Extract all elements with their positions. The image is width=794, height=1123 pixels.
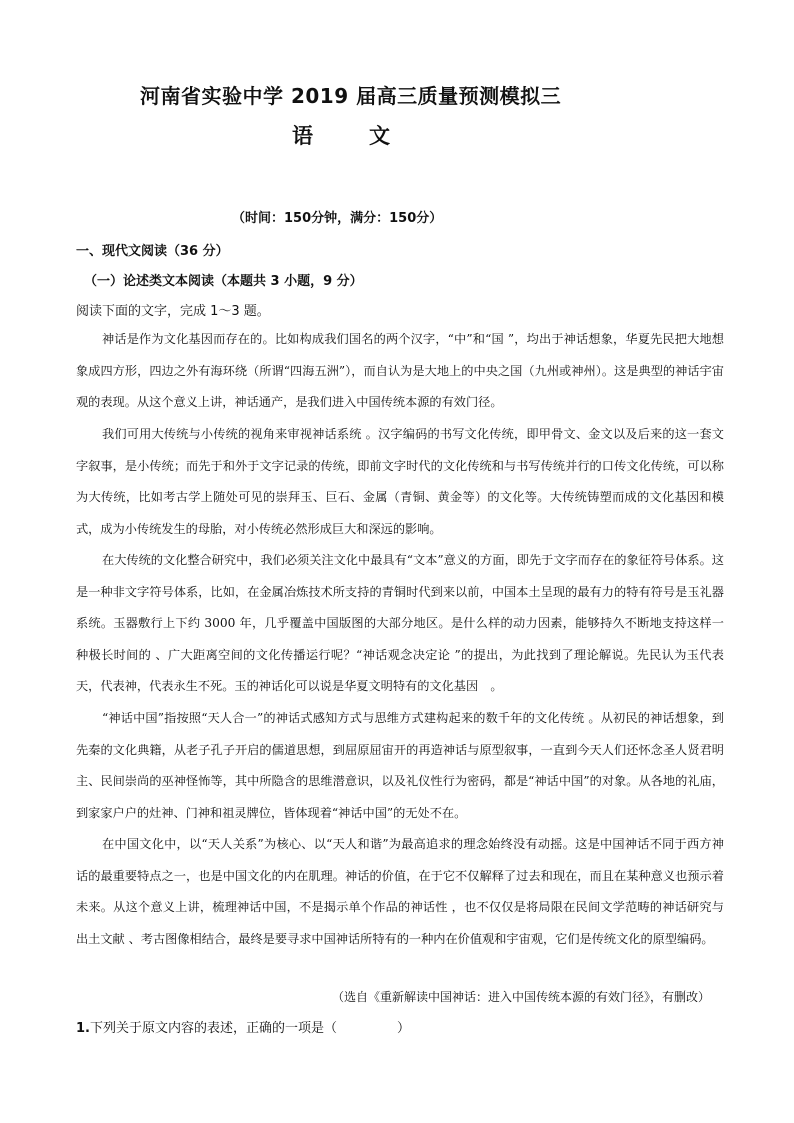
section-heading: 一、现代文阅读（36 分） <box>76 244 229 259</box>
passage-source: （选自《重新解读中国神话：进入中国传统本源的有效门径》，有删改） <box>331 990 710 1004</box>
exam-title: 河南省实验中学 2019 届高三质量预测模拟三 <box>140 84 562 108</box>
passage-paragraph-3: 在大传统的文化整合研究中，我们必须关注文化中最具有“文本”意义的方面，即先于文字而存在的象征符号体系。这是一种非文字符号体系，比如，在金属冶炼技术所支持的青铜时代到来以前，中国本土呈现的最有力的特有符号是玉礼器系统。玉器敷行上下约 3000 年，几乎覆盖中国版图的大部分地区。是什么样的动力因素，能够持久不断地支持这样一种极长时间的 、广大距离空间的文化传播运行呢？“神话观念决定论 ”的提出，为此找到了理论解说。先民认为玉代表天，代表神，代表永生不死。玉的神话化可以说是华夏文明特有的文化基因 。 <box>76 553 724 694</box>
passage-paragraph-1: 神话是作为文化基因而存在的。比如构成我们国名的两个汉字，“中”和“国 ”，均出于神话想象，华夏先民把大地想象成四方形，四边之外有海环绕（所谓“四海五洲”），而自认为是大地上的中央之国（九州或神州）。这是典型的神话宇宙观的表现。从这个意义上讲，神话通产，是我们进入中国传统本源的有效门径。 <box>76 332 724 410</box>
subsection-heading: （一）论述类文本阅读（本题共 3 小题，9 分） <box>84 274 363 289</box>
question-1 <box>76 1017 410 1036</box>
passage-paragraph-4: “神话中国”指按照“天人合一”的神话式感知方式与思维方式建构起来的数千年的文化传统 。从初民的神话想象，到先秦的文化典籍，从老子孔子开启的儒道思想，到屈原屈宙开的再造神话与原型叙事，一直到今天人们还怀念圣人贤君明主、民间崇尚的巫神怪怖等，其中所隐含的思维潜意识，以及礼仪性行为密码，都是“神话中国”的对象。从各地的礼庙，到家家户户的灶神、门神和祖灵牌位，皆体现着“神话中国”的无处不在。 <box>76 711 724 820</box>
passage-paragraph-2: 我们可用大传统与小传统的视角来审视神话系统 。汉字编码的书写文化传统，即甲骨文、金文以及后来的这一套文字叙事，是小传统；而先于和外于文字记录的传统，即前文字时代的文化传统和与书写传统并行的口传文化传统，可以称为大传统，比如考古学上随处可见的崇拜玉、巨石、金属（青铜、黄金等）的文化等。大传统铸塑而成的文化基因和模式，成为小传统发生的母胎，对小传统必然形成巨大和深远的影响。 <box>76 427 724 536</box>
reading-instruction: 阅读下面的文字，完成 1～3 题。 <box>76 304 270 319</box>
exam-time-score: （时间：150分钟，满分：150分） <box>232 211 443 226</box>
passage-paragraph-5: 在中国文化中，以“天人关系”为核心、以“天人和谐”为最高追求的理念始终没有动摇。这是中国神话不同于西方神话的最重要特点之一，也是中国文化的内在肌理。神话的价值，在于它不仅解释了过去和现在，而且在某种意义也预示着未来。从这个意义上讲，梳理神话中国，不是揭示单个作品的神话性 ，也不仅仅是将局限在民间文学范畴的神话研究与出土文献 、考古图像相结合，最终是要寻求中国神话所特有的一种内在价值观和宇宙观，它们是传统文化的原型编码。 <box>76 837 724 946</box>
subject-title: 语文 <box>292 124 446 148</box>
question-text: 下列关于原文内容的表述，正确的一项是（ <box>89 1021 337 1036</box>
question-number: 1. <box>76 1021 90 1036</box>
question-close-paren: ） <box>397 1021 411 1036</box>
